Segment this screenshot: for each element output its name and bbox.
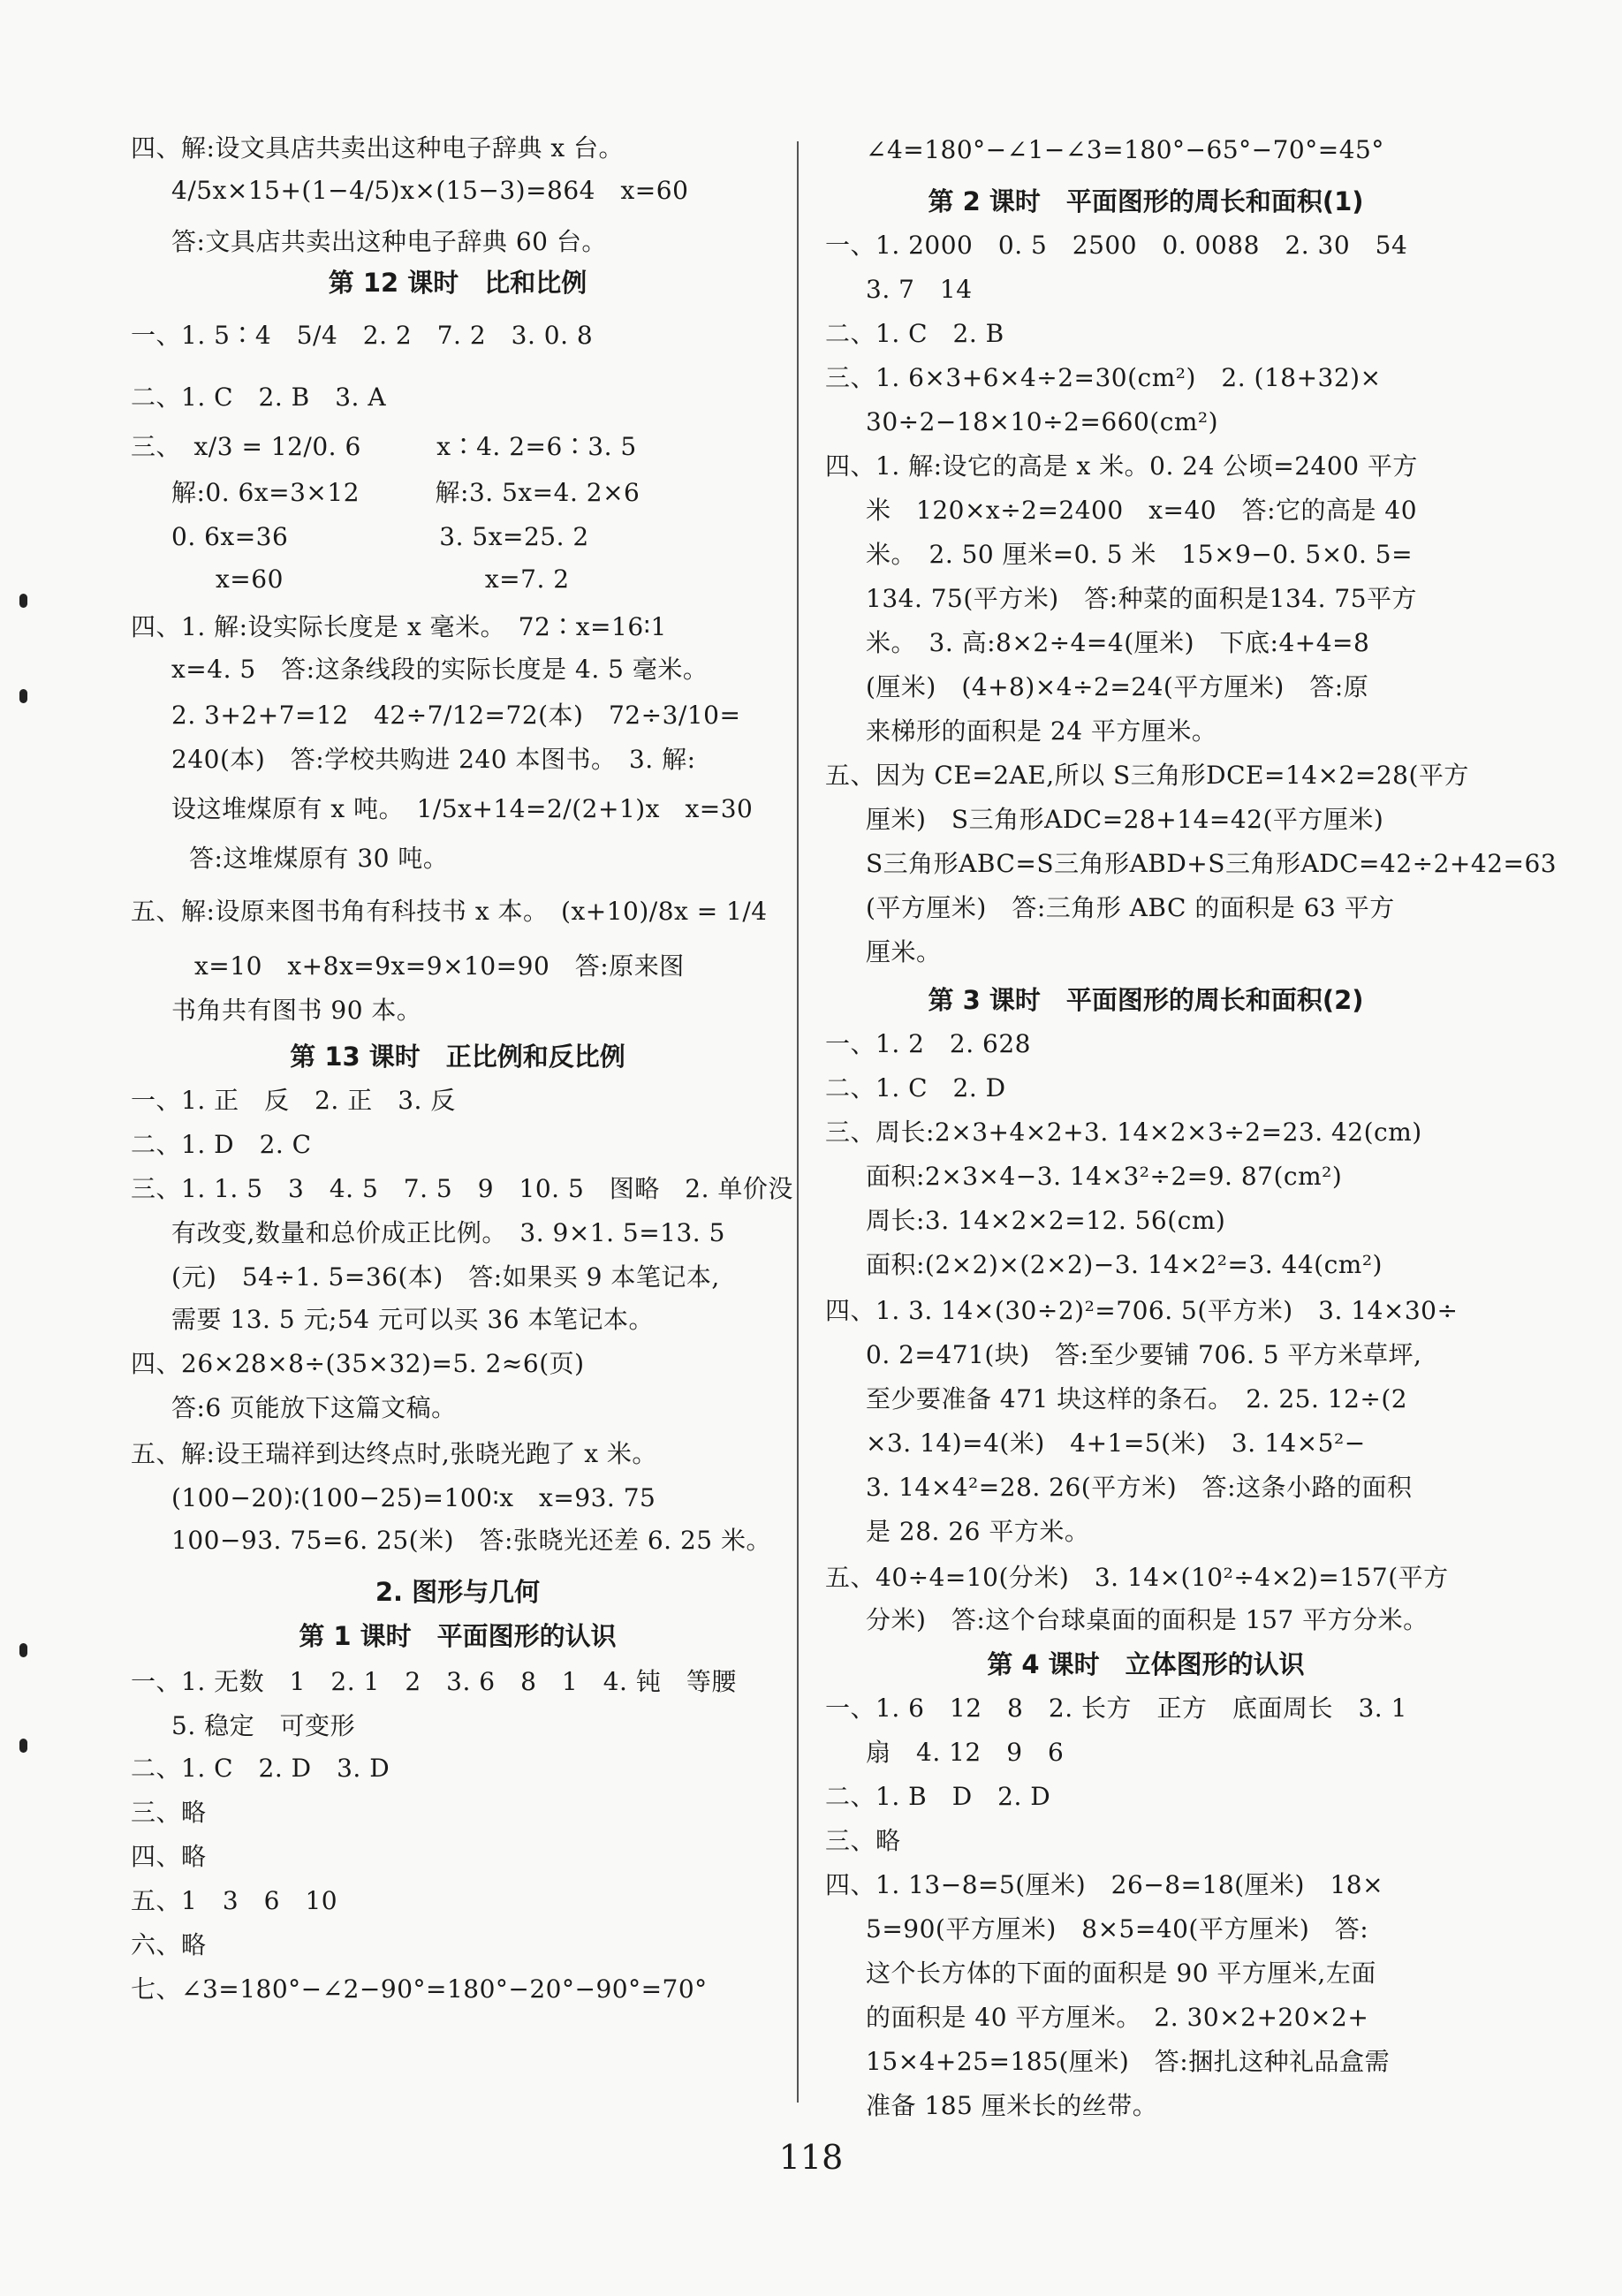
answer-line: 米。 3. 高:8×2÷4=4(厘米) 下底:4+4=8 <box>866 628 1370 657</box>
answer-line: 三、1. 6×3+6×4÷2=30(cm²) 2. (18+32)× <box>825 363 1382 392</box>
answer-line: 三、略 <box>131 1798 207 1827</box>
answer-line: 面积:(2×2)×(2×2)−3. 14×2²=3. 44(cm²) <box>866 1250 1383 1279</box>
answer-line: 100−93. 75=6. 25(米) 答:张晓光还差 6. 25 米。 <box>171 1526 771 1555</box>
answer-line: 需要 13. 5 元;54 元可以买 36 本笔记本。 <box>171 1305 654 1334</box>
section-heading: 第 2 课时 平面图形的周长和面积(1) <box>928 186 1364 216</box>
section-heading: 第 1 课时 平面图形的认识 <box>299 1621 617 1651</box>
answer-line: 一、1. 无数 1 2. 1 2 3. 6 8 1 4. 钝 等腰 <box>131 1667 737 1696</box>
section-heading: 第 12 课时 比和比例 <box>328 268 587 298</box>
answer-line: 面积:2×3×4−3. 14×3²÷2=9. 87(cm²) <box>866 1162 1343 1191</box>
answer-line: 四、解:设文具店共卖出这种电子辞典 x 台。 <box>131 133 625 163</box>
answer-line: 5=90(平方厘米) 8×5=40(平方厘米) 答: <box>866 1914 1369 1944</box>
answer-line: x=4. 5 答:这条线段的实际长度是 4. 5 毫米。 <box>171 655 709 684</box>
answer-line: 4/5x×15+(1−4/5)x×(15−3)=864 x=60 <box>171 176 689 205</box>
answer-line: 二、1. C 2. D <box>825 1073 1006 1103</box>
answer-line: 五、1 3 6 10 <box>131 1886 338 1915</box>
answer-line: 五、解:设原来图书角有科技书 x 本。 (x+10)/8x = 1/4 <box>131 897 768 926</box>
answer-line: 3. 7 14 <box>866 275 973 304</box>
answer-line: 一、1. 2000 0. 5 2500 0. 0088 2. 30 54 <box>825 231 1408 260</box>
answer-line: 这个长方体的下面的面积是 90 平方厘米,左面 <box>866 1959 1376 1988</box>
answer-line: 答:这堆煤原有 30 吨。 <box>189 844 449 873</box>
answer-line: ×3. 14)=4(米) 4+1=5(米) 3. 14×5²− <box>866 1428 1366 1458</box>
answer-line: 四、1. 解:设实际长度是 x 毫米。 72∶x=16∶1 <box>131 612 667 641</box>
answer-line: 周长:3. 14×2×2=12. 56(cm) <box>866 1206 1226 1235</box>
answer-line: ∠4=180°−∠1−∠3=180°−65°−70°=45° <box>866 135 1384 164</box>
answer-line: 准备 185 厘米长的丝带。 <box>866 2091 1158 2120</box>
answer-line: 二、1. C 2. B 3. A <box>131 383 387 412</box>
answer-line: 一、1. 正 反 2. 正 3. 反 <box>131 1086 456 1115</box>
answer-line: 设这堆煤原有 x 吨。 1/5x+14=2/(2+1)x x=30 <box>171 794 754 823</box>
answer-line: (厘米) (4+8)×4÷2=24(平方厘米) 答:原 <box>866 672 1369 701</box>
answer-line: 米 120×x÷2=2400 x=40 答:它的高是 40 <box>866 496 1418 525</box>
answer-line: 0. 2=471(块) 答:至少要铺 706. 5 平方米草坪, <box>866 1340 1422 1369</box>
answer-line: 5. 稳定 可变形 <box>171 1711 356 1740</box>
margin-mark <box>19 1739 27 1753</box>
answer-line: 三、略 <box>825 1826 901 1855</box>
answer-line: 扇 4. 12 9 6 <box>866 1738 1065 1767</box>
answer-line: 15×4+25=185(厘米) 答:捆扎这种礼品盒需 <box>866 2047 1391 2076</box>
answer-line: 二、1. D 2. C <box>131 1130 312 1159</box>
answer-line: 的面积是 40 平方厘米。 2. 30×2+20×2+ <box>866 2003 1369 2032</box>
page-number: 118 <box>778 2138 844 2177</box>
answer-line: 分米) 答:这个台球桌面的面积是 157 平方分米。 <box>866 1605 1429 1634</box>
margin-mark <box>19 594 27 608</box>
answer-line: 二、1. B D 2. D <box>825 1782 1051 1811</box>
answer-line: 二、1. C 2. B <box>825 319 1004 348</box>
answer-line: 至少要准备 471 块这样的条石。 2. 25. 12÷(2 <box>866 1384 1408 1413</box>
answer-line: 二、1. C 2. D 3. D <box>131 1754 390 1783</box>
answer-line: 一、1. 2 2. 628 <box>825 1029 1031 1058</box>
answer-line: 来梯形的面积是 24 平方厘米。 <box>866 716 1217 746</box>
answer-line: 三、 x/3 = 12/0. 6 x∶4. 2=6∶3. 5 <box>131 432 637 461</box>
section-heading: 2. 图形与几何 <box>375 1577 541 1607</box>
answer-line: 三、周长:2×3+4×2+3. 14×2×3÷2=23. 42(cm) <box>825 1118 1422 1147</box>
answer-line: 书角共有图书 90 本。 <box>171 996 422 1025</box>
answer-line: 3. 14×4²=28. 26(平方米) 答:这条小路的面积 <box>866 1473 1413 1502</box>
answer-line: 四、略 <box>131 1842 207 1871</box>
answer-line: 答:文具店共卖出这种电子辞典 60 台。 <box>171 227 607 256</box>
answer-line: 2. 3+2+7=12 42÷7/12=72(本) 72÷3/10= <box>171 701 741 730</box>
answer-line: 五、40÷4=10(分米) 3. 14×(10²÷4×2)=157(平方 <box>825 1563 1449 1592</box>
answer-line: (平方厘米) 答:三角形 ABC 的面积是 63 平方 <box>866 893 1395 922</box>
answer-line: x=60 x=7. 2 <box>216 565 570 594</box>
section-heading: 第 13 课时 正比例和反比例 <box>290 1042 625 1072</box>
column-divider <box>797 141 799 2103</box>
answer-line: 三、1. 1. 5 3 4. 5 7. 5 9 10. 5 图略 2. 单价没 <box>131 1174 793 1203</box>
answer-line: 四、1. 13−8=5(厘米) 26−8=18(厘米) 18× <box>825 1870 1384 1899</box>
answer-line: 30÷2−18×10÷2=660(cm²) <box>866 407 1219 436</box>
answer-line: (100−20)∶(100−25)=100∶x x=93. 75 <box>171 1483 656 1512</box>
answer-line: 0. 6x=36 3. 5x=25. 2 <box>171 522 589 551</box>
answer-line: 厘米) S三角形ADC=28+14=42(平方厘米) <box>866 805 1384 834</box>
answer-line: 四、1. 3. 14×(30÷2)²=706. 5(平方米) 3. 14×30÷ <box>825 1296 1459 1325</box>
answer-line: 答:6 页能放下这篇文稿。 <box>171 1393 457 1422</box>
answer-line: 一、1. 6 12 8 2. 长方 正方 底面周长 3. 1 <box>825 1694 1407 1723</box>
answer-line: 六、略 <box>131 1930 207 1959</box>
answer-line: 五、解:设王瑞祥到达终点时,张晓光跑了 x 米。 <box>131 1439 657 1468</box>
answer-line: 四、26×28×8÷(35×32)=5. 2≈6(页) <box>131 1349 585 1378</box>
answer-line: 五、因为 CE=2AE,所以 S三角形DCE=14×2=28(平方 <box>825 761 1469 790</box>
section-heading: 第 3 课时 平面图形的周长和面积(2) <box>928 985 1364 1015</box>
answer-line: 四、1. 解:设它的高是 x 米。0. 24 公顷=2400 平方 <box>825 451 1418 481</box>
answer-line: 一、1. 5∶4 5/4 2. 2 7. 2 3. 0. 8 <box>131 321 594 350</box>
answer-line: 厘米。 <box>866 937 942 966</box>
answer-line: 240(本) 答:学校共购进 240 本图书。 3. 解: <box>171 745 696 774</box>
answer-line: 134. 75(平方米) 答:种菜的面积是134. 75平方 <box>866 584 1418 613</box>
answer-line: 有改变,数量和总价成正比例。 3. 9×1. 5=13. 5 <box>171 1218 725 1247</box>
answer-line: 七、∠3=180°−∠2−90°=180°−20°−90°=70° <box>131 1974 708 2004</box>
answer-line: (元) 54÷1. 5=36(本) 答:如果买 9 本笔记本, <box>171 1262 720 1292</box>
margin-mark <box>19 689 27 703</box>
margin-mark <box>19 1643 27 1657</box>
section-heading: 第 4 课时 立体图形的认识 <box>987 1649 1305 1679</box>
answer-line: 解:0. 6x=3×12 解:3. 5x=4. 2×6 <box>171 478 640 507</box>
answer-line: 是 28. 26 平方米。 <box>866 1517 1090 1546</box>
answer-line: x=10 x+8x=9x=9×10=90 答:原来图 <box>194 951 685 981</box>
answer-line: 米。 2. 50 厘米=0. 5 米 15×9−0. 5×0. 5= <box>866 540 1414 569</box>
answer-line: S三角形ABC=S三角形ABD+S三角形ADC=42÷2+42=63 <box>866 849 1558 878</box>
